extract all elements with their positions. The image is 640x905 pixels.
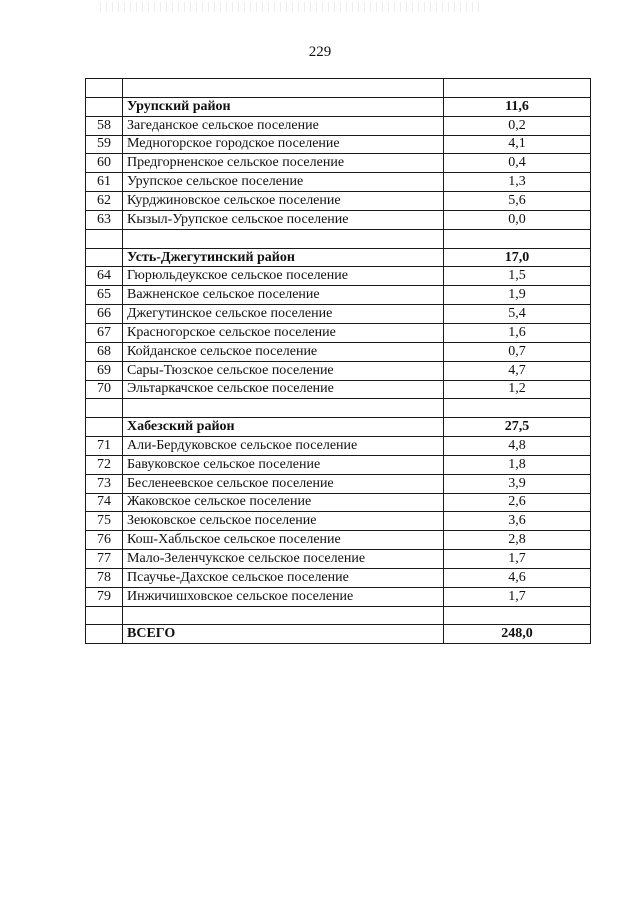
settlement-name: Инжичишховское сельское поселение (123, 587, 444, 606)
district-name: Хабезский район (123, 418, 444, 437)
row-number: 63 (86, 210, 123, 229)
settlement-value: 1,8 (444, 455, 591, 474)
settlement-value: 1,2 (444, 380, 591, 399)
row-number: 74 (86, 493, 123, 512)
empty-cell (86, 418, 123, 437)
table-row (86, 173, 591, 192)
settlement-name: Койданское сельское поселение (123, 342, 444, 361)
settlement-value: 4,1 (444, 135, 591, 154)
settlement-value: 4,6 (444, 568, 591, 587)
row-number: 67 (86, 323, 123, 342)
district-name: Усть-Джегутинский район (123, 248, 444, 267)
page-number: 229 (308, 44, 332, 60)
settlement-value: 3,9 (444, 474, 591, 493)
row-number: 65 (86, 286, 123, 305)
district-total: 27,5 (444, 418, 591, 437)
district-header-row (86, 97, 591, 116)
settlement-name: Кош-Хабльское сельское поселение (123, 531, 444, 550)
settlement-value: 5,4 (444, 305, 591, 324)
settlement-value: 2,8 (444, 531, 591, 550)
settlement-value: 1,6 (444, 323, 591, 342)
settlement-value: 0,7 (444, 342, 591, 361)
grand-total-label: ВСЕГО (123, 625, 444, 644)
table-row (86, 587, 591, 606)
row-number: 64 (86, 267, 123, 286)
settlement-value: 4,7 (444, 361, 591, 380)
row-number: 69 (86, 361, 123, 380)
district-total: 17,0 (444, 248, 591, 267)
settlement-name: Загеданское сельское поселение (123, 116, 444, 135)
settlement-value: 1,7 (444, 550, 591, 569)
settlement-value: 0,4 (444, 154, 591, 173)
table-row (86, 361, 591, 380)
table-row (86, 493, 591, 512)
settlement-name: Псаучье-Дахское сельское поселение (123, 568, 444, 587)
district-table (85, 78, 591, 644)
table-row (86, 380, 591, 399)
empty-cell (444, 229, 591, 248)
settlement-value: 4,8 (444, 437, 591, 456)
empty-cell (123, 79, 444, 98)
table-row (86, 192, 591, 211)
table-row (86, 305, 591, 324)
settlement-value: 0,0 (444, 210, 591, 229)
row-number: 61 (86, 173, 123, 192)
settlement-name: Зеюковское сельское поселение (123, 512, 444, 531)
table-row (86, 531, 591, 550)
row-number: 60 (86, 154, 123, 173)
empty-cell (86, 97, 123, 116)
row-number: 62 (86, 192, 123, 211)
row-number: 58 (86, 116, 123, 135)
settlement-value: 1,9 (444, 286, 591, 305)
row-number: 78 (86, 568, 123, 587)
row-number: 73 (86, 474, 123, 493)
table-row (86, 323, 591, 342)
table-row (86, 154, 591, 173)
row-number: 70 (86, 380, 123, 399)
table-row (86, 437, 591, 456)
row-number: 75 (86, 512, 123, 531)
table-row (86, 568, 591, 587)
table-row (86, 267, 591, 286)
grand-total-value: 248,0 (444, 625, 591, 644)
table-row (86, 210, 591, 229)
empty-cell (86, 248, 123, 267)
empty-cell (444, 79, 591, 98)
table-row (86, 474, 591, 493)
empty-cell (123, 229, 444, 248)
spacer-row (86, 79, 591, 98)
district-header-row (86, 248, 591, 267)
settlement-name: Сары-Тюзское сельское поселение (123, 361, 444, 380)
district-total: 11,6 (444, 97, 591, 116)
row-number: 59 (86, 135, 123, 154)
empty-cell (444, 399, 591, 418)
row-number: 66 (86, 305, 123, 324)
settlement-name: Кызыл-Урупское сельское поселение (123, 210, 444, 229)
settlement-name: Гюрюльдеукское сельское поселение (123, 267, 444, 286)
table-body (86, 79, 591, 644)
spacer-row (86, 399, 591, 418)
table-row (86, 455, 591, 474)
table-row (86, 550, 591, 569)
settlement-value: 1,3 (444, 173, 591, 192)
scan-noise (100, 2, 480, 12)
row-number: 77 (86, 550, 123, 569)
table-row (86, 116, 591, 135)
settlement-name: Али-Бердуковское сельское поселение (123, 437, 444, 456)
table-row (86, 342, 591, 361)
settlement-name: Бавуковское сельское поселение (123, 455, 444, 474)
empty-cell (86, 606, 123, 625)
settlement-name: Курджиновское сельское поселение (123, 192, 444, 211)
row-number: 76 (86, 531, 123, 550)
empty-cell (123, 606, 444, 625)
empty-cell (86, 229, 123, 248)
row-number: 79 (86, 587, 123, 606)
settlement-name: Предгорненское сельское поселение (123, 154, 444, 173)
empty-cell (86, 625, 123, 644)
settlement-value: 0,2 (444, 116, 591, 135)
table-row (86, 286, 591, 305)
settlement-name: Мало-Зеленчукское сельское поселение (123, 550, 444, 569)
settlement-name: Медногорское городское поселение (123, 135, 444, 154)
empty-cell (123, 399, 444, 418)
row-number: 72 (86, 455, 123, 474)
settlement-value: 5,6 (444, 192, 591, 211)
settlement-name: Джегутинское сельское поселение (123, 305, 444, 324)
spacer-row (86, 606, 591, 625)
empty-cell (86, 79, 123, 98)
empty-cell (86, 399, 123, 418)
settlement-name: Урупское сельское поселение (123, 173, 444, 192)
settlement-value: 3,6 (444, 512, 591, 531)
empty-cell (444, 606, 591, 625)
table-row (86, 135, 591, 154)
district-name: Урупский район (123, 97, 444, 116)
settlement-name: Бесленеевское сельское поселение (123, 474, 444, 493)
settlement-name: Важненское сельское поселение (123, 286, 444, 305)
spacer-row (86, 229, 591, 248)
settlement-name: Жаковское сельское поселение (123, 493, 444, 512)
settlement-name: Эльтаркачское сельское поселение (123, 380, 444, 399)
grand-total-row (86, 625, 591, 644)
row-number: 71 (86, 437, 123, 456)
settlement-value: 1,7 (444, 587, 591, 606)
district-header-row (86, 418, 591, 437)
settlement-value: 1,5 (444, 267, 591, 286)
settlement-name: Красногорское сельское поселение (123, 323, 444, 342)
table-row (86, 512, 591, 531)
settlement-value: 2,6 (444, 493, 591, 512)
row-number: 68 (86, 342, 123, 361)
